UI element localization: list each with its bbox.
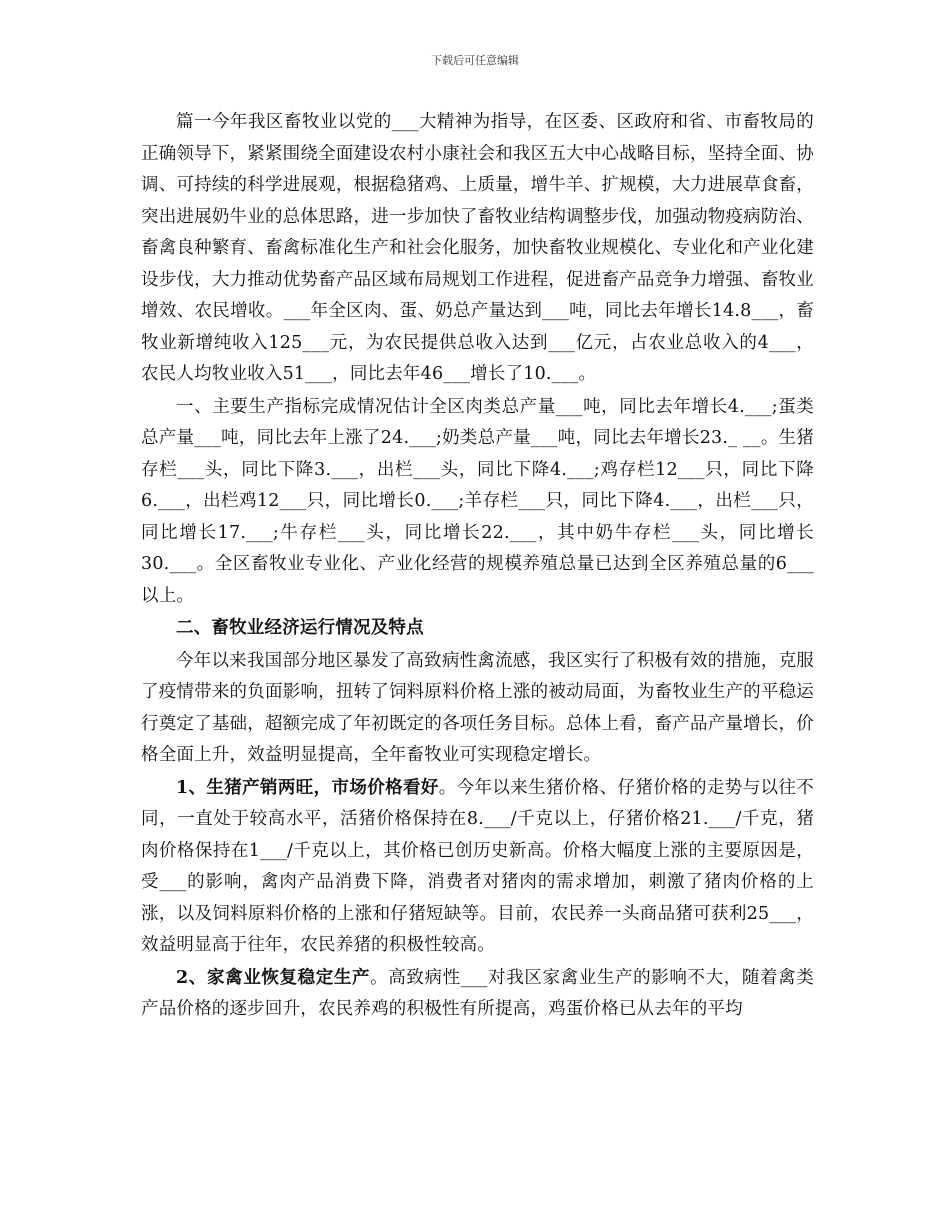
paragraph-production-indicators: 一、主要生产指标完成情况估计全区肉类总产量___吨，同比去年增长4.___;蛋类总产量___吨，同比去年上涨了24.___;奶类总产量___吨，同比去年增长23._ __。生猪存栏___头，同比下降3.___，出栏___头，同比下降4.___;鸡存栏12___只，同比下降6.___，出栏鸡12___只，同比增长0.___;羊存栏___只，同比下降4.___，出栏___只，同比增长17.___;牛存栏___头，同比增长22.___，其中奶牛存栏___头，同比增长30.___。全区畜牧业专业化、产业化经营的规模养殖总量已达到全区养殖总量的6___以上。 bbox=[141, 396, 814, 606]
paragraph-lead-text: 2、家禽业恢复稳定生产 bbox=[176, 967, 371, 988]
paragraph-poultry bbox=[141, 963, 814, 1026]
page-header: 下载后可任意编辑 bbox=[431, 54, 519, 67]
paragraph-lead-text: 1、生猪产销两旺，市场价格看好 bbox=[176, 777, 439, 798]
paragraph-intro: 篇一今年我区畜牧业以党的___大精神为指导，在区委、区政府和省、市畜牧局的正确领导下，紧紧围绕全面建设农村小康社会和我区五大中心战略目标，坚持全面、协调、可持续的科学进展观，根据稳猪鸡、上质量，增牛羊、扩规模，大力进展草食畜，突出进展奶牛业的总体思路，进一步加快了畜牧业结构调整步伐，加强动物疫病防治、畜禽良种繁育、畜禽标准化生产和社会化服务，加快畜牧业规模化、专业化和产业化建设步伐，大力推动优势畜产品区域布局规划工作进程，促进畜产品竞争力增强、畜牧业增效、农民增收。___年全区肉、蛋、奶总产量达到___吨，同比去年增长14.8___，畜牧业新增纯收入125___元，为农民提供总收入达到___亿元，占农业总收入的4___，农民人均牧业收入51___，同比去年46___增长了10.___。 bbox=[141, 112, 814, 384]
paragraph-overview: 今年以来我国部分地区暴发了高致病性禽流感，我区实行了积极有效的措施，克服了疫情带来的负面影响，扭转了饲料原料价格上涨的被动局面，为畜牧业生产的平稳运行奠定了基础，超额完成了年初既定的各项任务目标。总体上看，畜产品产量增长，价格全面上升，效益明显提高，全年畜牧业可实现稳定增长。 bbox=[141, 650, 814, 765]
paragraph-body-text: 。高致病性___对我区家禽业生产的影响不大，随着禽类产品价格的逐步回升，农民养鸡的积极性有所提高，鸡蛋价格已从去年的平均 bbox=[141, 967, 814, 1019]
document-body bbox=[141, 107, 814, 1027]
paragraph-hog-market bbox=[141, 773, 814, 962]
section-heading: 二、畜牧业经济运行情况及特点 bbox=[176, 618, 424, 638]
paragraph-body-text: 。今年以来生猪价格、仔猪价格的走势与以往不同，一直处于较高水平，活猪价格保持在8.___/千克以上，仔猪价格21.___/千克，猪肉价格保持在1___/千克以上，其价格已创历史新高。价格大幅度上涨的主要原因是，受___的影响，禽肉产品消费下降，消费者对猪肉的需求增加，刺激了猪肉价格的上涨，以及饲料原料价格的上涨和仔猪短缺等。目前，农民养一头商品猪可获利25___，效益明显高于往年，农民养猪的积极性较高。 bbox=[141, 777, 814, 955]
